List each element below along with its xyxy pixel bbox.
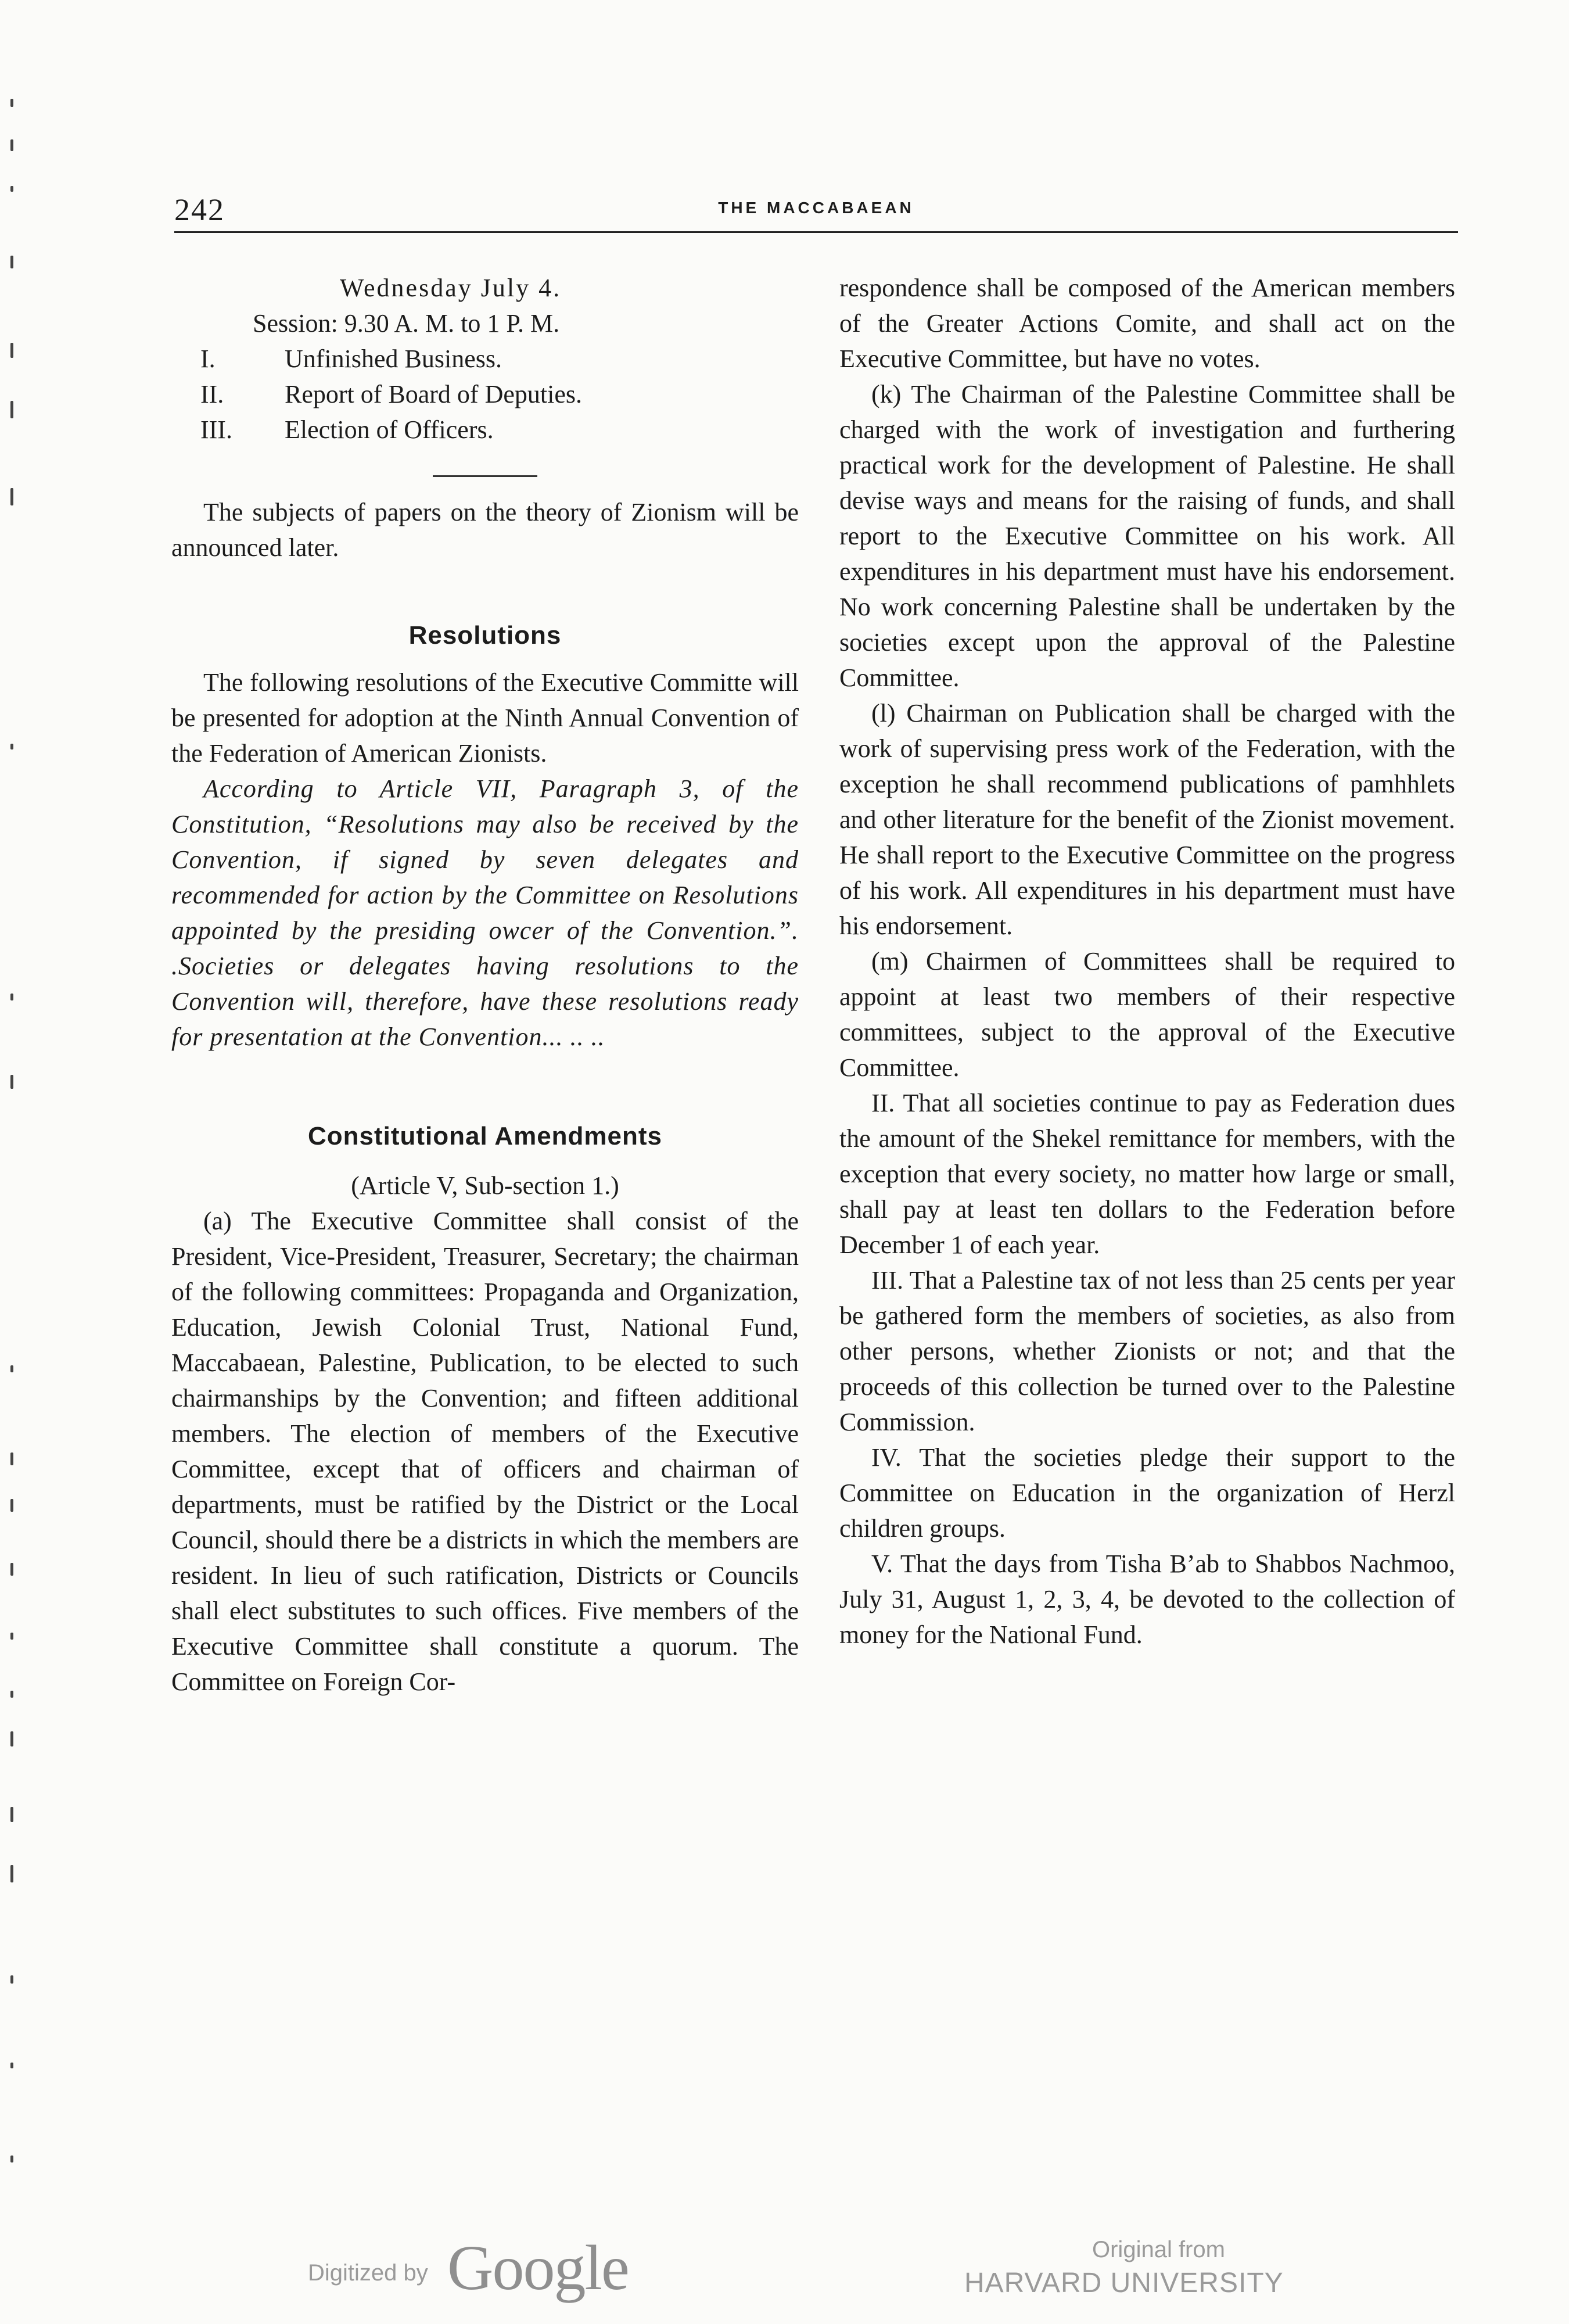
resolution-item-III: III. That a Palestine tax of not less than 25 cents per year be gathered form the members of societies, as also from other persons, whether Zionists or not; and that the proceeds of this collection be turned over to the Palestine Commission. xyxy=(839,1266,1455,1436)
resolutions-intro: The following resolutions of the Executive Committe will be presented for adoption at the Ninth Annual Convention of the Federation of American Zionists. xyxy=(171,668,799,768)
paragraph-k: (k) The Chairman of the Palestine Committee shall be charged with the work of investigation and furthering practical work for the development of Palestine. He shall devise ways and means for the raising of funds, and shall report to the Executive Committee on his work. All expenditures in his department must have his endorsement. No work concerning Palestine shall be undertaken by the societies except upon the approval of the Palestine Committee. xyxy=(839,380,1455,692)
resolution-item-II: II. That all societies continue to pay as Federation dues the amount of the Shekel remittance for members, with the exception that every society, no matter how large or small, shall pay at least ten dollars to the Federation before December 1 of each year. xyxy=(839,1089,1455,1259)
agenda-text: Election of Officers. xyxy=(285,415,494,444)
scan-margin-marks xyxy=(5,87,22,2237)
resolution-item-IV: IV. That the societies pledge their support to the Committee on Education in the organization of Herzl children groups. xyxy=(839,1443,1455,1543)
schedule-session: Session: 9.30 A. M. to 1 P. M. xyxy=(253,309,560,338)
agenda-item xyxy=(171,376,799,412)
agenda-text: Unfinished Business. xyxy=(285,345,502,373)
schedule-block xyxy=(171,270,799,447)
amendments-subhead: (Article V, Sub-section 1.) xyxy=(351,1171,619,1200)
original-from-label: Original from xyxy=(1092,2237,1225,2262)
google-logo: Google xyxy=(447,2232,629,2303)
paragraph-a: (a) The Executive Committee shall consist of the President, Vice-President, Treasurer, Secretary; the chairman of the following committees: Propaganda and Organization, Education, Jewish Colonial Trust, National Fund, Maccabaean, Palestine, Publication, to be elected to such chairmanships by the Convention; and fifteen additional members. The election of members of the Executive Committee, except that of officers and chairman of departments, must be ratified by the District or the Local Council, should there be a districts in which the members are resident. In lieu of such ratification, Districts or Councils shall elect substitutes to such offices. Five members of the Executive Committee shall constitute a quorum. The Committee on Foreign Cor- xyxy=(171,1207,799,1696)
right-column xyxy=(839,270,1455,1652)
agenda-number: I. xyxy=(200,345,216,373)
paragraph-m: (m) Chairmen of Committees shall be required to appoint at least two members of their respective committees, subject to the approval of the Executive Committee. xyxy=(839,947,1455,1082)
agenda-text: Report of Board of Deputies. xyxy=(285,380,582,408)
agenda-number: III. xyxy=(200,415,232,444)
harvard-university-label: HARVARD UNIVERSITY xyxy=(964,2268,1284,2298)
page-number: 242 xyxy=(174,192,225,227)
paragraph-l: (l) Chairman on Publication shall be charged with the work of supervising press work of the Federation, with the exception he shall recommend publications of pamhhlets and other literature for the benefit of the Zionist movement. He shall report to the Executive Committee on the progress of his work. All expenditures in his department must have his endorsement. xyxy=(839,699,1455,940)
continuation-paragraph: respondence shall be composed of the American members of the Greater Actions Comite, and shall act on the Executive Committee, but have no votes. xyxy=(839,274,1455,373)
resolutions-quote: According to Article VII, Paragraph 3, of the Constitution, “Resolutions may also be received by the Convention, if signed by seven delegates and recommended for action by the Committee on Resolutions appointed by the presiding owcer of the Convention.”. .Societies or delegates having resolutions to the Convention will, therefore, have these resolutions ready for presentation at the Convention... .. .. xyxy=(171,774,799,1051)
page-header xyxy=(174,192,1458,232)
left-column xyxy=(171,270,799,1699)
running-title: THE MACCABAEAN xyxy=(718,199,914,217)
agenda-item xyxy=(171,341,799,376)
digitized-by-label: Digitized by xyxy=(308,2260,428,2286)
schedule-day: Wednesday July 4. xyxy=(340,274,562,302)
section-divider xyxy=(433,475,537,477)
resolutions-heading: Resolutions xyxy=(408,621,562,650)
header-rule xyxy=(174,231,1458,233)
scan-footer xyxy=(0,2231,1569,2324)
agenda-number: II. xyxy=(200,380,224,408)
agenda-item xyxy=(171,412,799,447)
amendments-heading: Constitutional Amendments xyxy=(307,1122,663,1150)
papers-note: The subjects of papers on the theory of Zionism will be announced later. xyxy=(171,498,799,562)
resolution-item-V: V. That the days from Tisha B’ab to Shabbos Nachmoo, July 31, August 1, 2, 3, 4, be devoted to the collection of money for the National Fund. xyxy=(839,1550,1455,1649)
